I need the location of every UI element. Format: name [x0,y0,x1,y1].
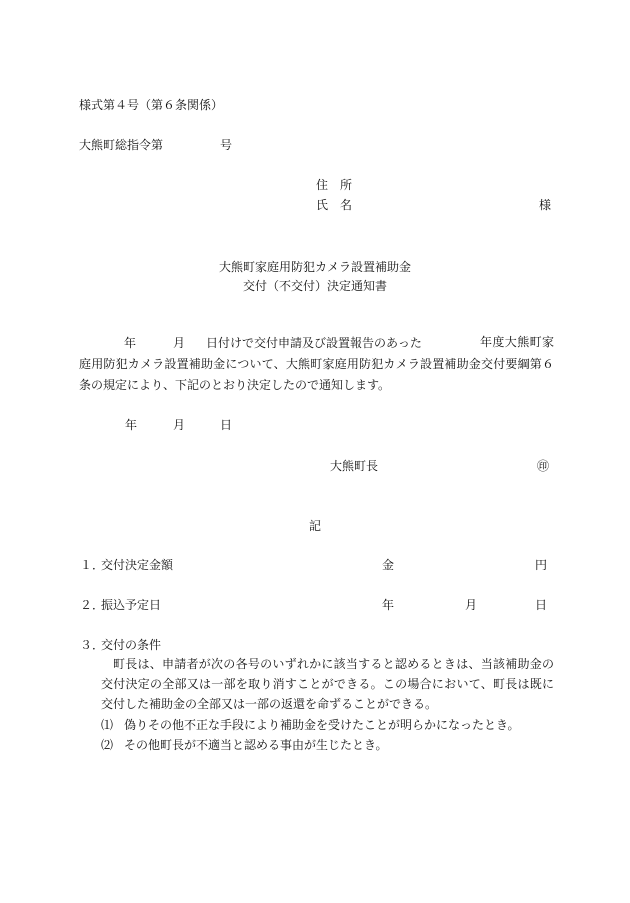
item-2-label: 振込予定日 [101,598,162,612]
honorific: 様 [539,198,552,212]
item-2-number: ２． [80,598,105,612]
name-label: 氏 名 [316,198,353,212]
subitem-1-text: 偽りその他不正な手段により補助金を受けたことが明らかになったとき。 [124,718,520,732]
title-line-1: 大熊町家庭用防犯カメラ設置補助金 [218,260,411,274]
intro-month: 月 [173,336,186,350]
issuer-name: 大熊町長 [330,459,379,473]
item-1-label: 交付決定金額 [101,558,174,572]
date-year: 年 [125,418,138,432]
conditions-paragraph: 町長は、申請者が次の各号のいずれかに該当すると認めるときは、当該補助金の交付決定の全部又は一部を取り消すことができる。この場合において、町長は既に交付した補助金の全部又は一部の返還を命ずることができる。 [101,657,554,711]
seal-mark: ㊞ [537,459,550,473]
item-1-kin: 金 [382,558,395,572]
intro-paragraph: 年度大熊町家庭用防犯カメラ設置補助金について、大熊町家庭用防犯カメラ設置補助金交付要綱第６条の規定により、下記のとおり決定したので通知します。 [79,335,554,392]
subitem-2-number: ⑵ [101,738,114,752]
title-line-2: 交付（不交付）決定通知書 [242,279,387,293]
item-2-day: 日 [535,598,548,612]
conditions-number: ３． [80,638,105,652]
item-2-month: 月 [465,598,478,612]
date-month: 月 [173,418,186,432]
document-number-suffix: 号 [220,138,233,152]
ki-label: 記 [309,519,322,533]
subitem-1-number: ⑴ [101,718,114,732]
document-number-prefix: 大熊町総指令第 [79,138,164,152]
form-label: 様式第４号（第６条関係） [79,98,224,112]
address-label: 住 所 [316,178,353,192]
date-day: 日 [220,418,233,432]
subitem-2-text: その他町長が不適当と認める事由が生じたとき。 [124,738,388,752]
item-1-number: １． [80,558,105,572]
conditions-label: 交付の条件 [101,638,162,652]
intro-year: 年 [124,336,137,350]
item-2-year: 年 [382,598,395,612]
item-1-yen: 円 [535,558,548,572]
intro-text-1: 日付けで交付申請及び設置報告のあった [206,336,422,350]
